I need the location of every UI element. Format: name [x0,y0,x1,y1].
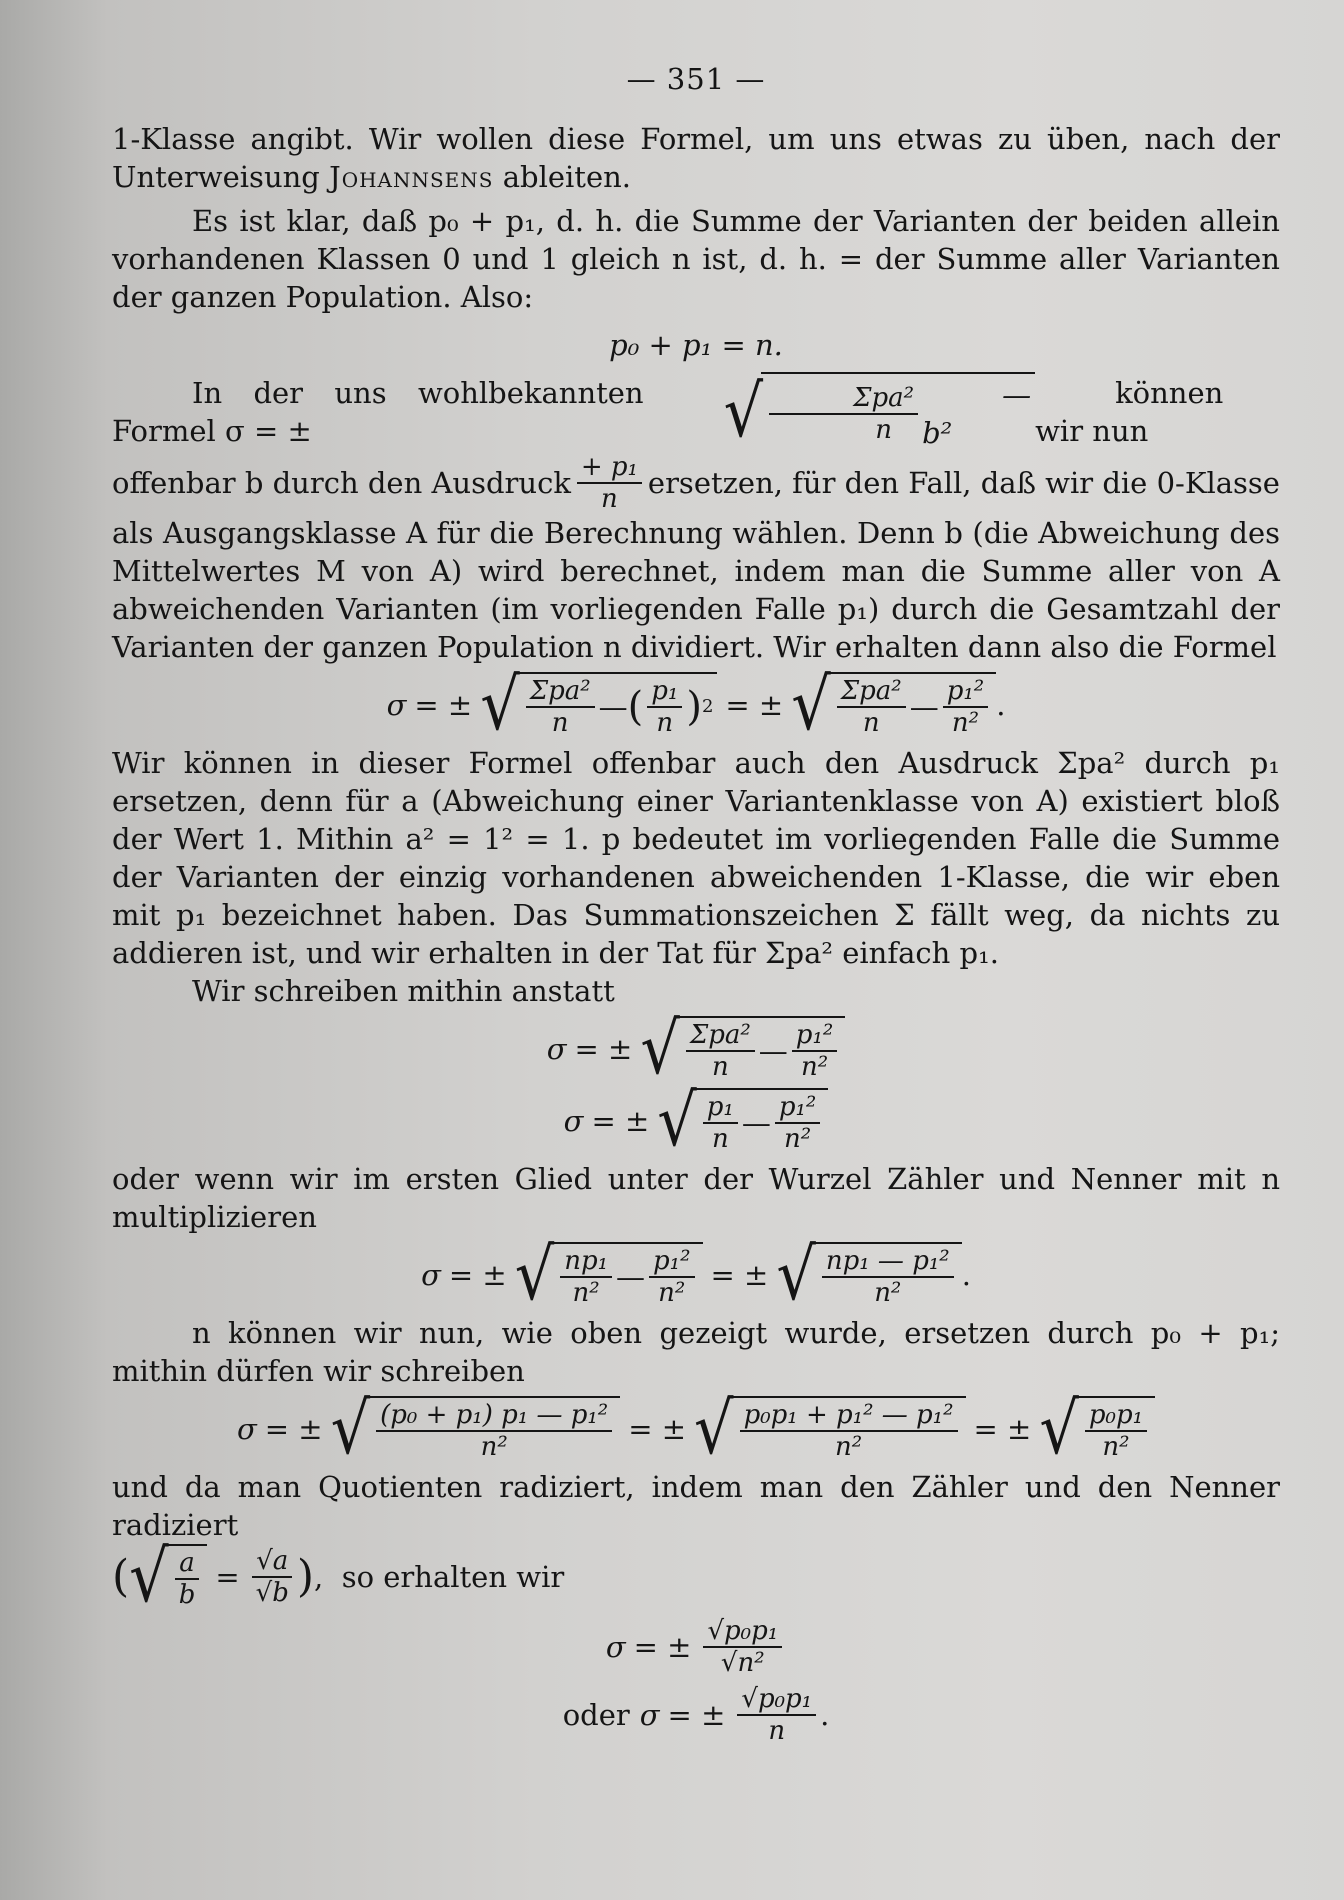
equation-8: oder σ = ± $\frac{\text{√p₀p₁}}{n}$ . [562,1684,830,1746]
paragraph-10: und da man Quotienten radiziert, indem man den Zähler und den Nenner radiziert [112,1470,1280,1542]
equation-7: σ = ± $\frac{\text{√p₀p₁}}{\text{√n²}}$ [112,1616,1280,1678]
paragraph-2: Es ist klar, daß p₀ + p₁, d. h. die Summe der Varianten der beiden allein vorhandenen Klassen 0 und 1 gleich n ist, d. h. = der Summe aller Varianten der ganzen Population. Also: [112,204,1280,314]
paragraph-6: Wir können in dieser Formel offenbar auch den Ausdruck Σpa² durch p₁ ersetzen, denn für a (Abweichung einer Variantenklasse von A) existiert bloß der Wert 1. Mithin a² = 1² = 1. p bedeutet im vorliegenden Falle die Summe der Varianten der einzig vorhandenen abweichenden 1-Klasse, die wir eben mit p₁ bezeichnet haben. Das Summationszeichen Σ fällt weg, da nichts zu addieren ist, und wir erhalten in der Tat für Σpa² einfach p₁. [112,746,1280,970]
paragraph-10b: ( √ $\frac{a}{b}$ = $\frac{√a}{√b}$ ) , so erhalten wir [112,1534,565,1619]
equation-5: σ = ± √ $\frac{\text{np₁}}{\text{n²}}$ — $\frac{\text{p₁²}}{\text{n²}}$ = ± √ $\frac{\text{np₁ — p₁²}}{\text{n²}}$ . [421,1232,971,1317]
paragraph-8: oder wenn wir im ersten Glied unter der Wurzel Zähler und Nenner mit n multiplizieren [112,1162,1280,1234]
paragraph-9: n können wir nun, wie oben gezeigt wurde, ersetzen durch p₀ + p₁; mithin dürfen wir schreiben [112,1316,1280,1388]
page-number: — 351 — [626,62,766,96]
equation-2: σ = ± √ $\frac{\text{Σpa²}}{n}$ — ( $\frac{\text{p₁}}{n}$ ) 2 = ± √ $\frac{\text{Σpa²}}{n}$ — $\frac{\text{p₁²}}{\text{n²}}$ . [386,662,1006,747]
page [112,60,1280,1752]
equation-6: σ = ± √ $\frac{\text{(p₀ + p₁) p₁ — p₁²}}{\text{n²}}$ = ± √ $\frac{\text{p₀p₁ + p₁² — p₁²}}{\text{n²}}$ = ± √ $\frac{\text{p₀p₁}}{\text{n²}}$ [112,1396,1280,1462]
paragraph-3: In der uns wohlbekannten Formel σ = ± √ $\frac{\text{Σpa²}}{n}$ — b² können wir nun [112,369,1224,454]
paragraph-1: 1-Klasse angibt. Wir wollen diese Formel, um uns etwas zu üben, nach der Unterweisung Johannsens ableiten. [112,122,1280,194]
paragraph-5: als Ausgangsklasse A für die Berechnung wählen. Denn b (die Abweichung des Mittelwertes M von A) wird berechnet, indem man die Summe aller von A abweichenden Varianten (im vorliegenden Falle p₁) durch die Gesamtzahl der Varianten der ganzen Population n dividiert. Wir erhalten dann also die Formel [112,516,1280,664]
radical-formula: √ $\frac{\text{Σpa²}}{n}$ — b² [644,372,1035,452]
equation-3: σ = ± √ $\frac{\text{Σpa²}}{n}$ — $\frac{\text{p₁²}}{\text{n²}}$ [112,1016,1280,1082]
paragraph-4: offenbar b durch den Ausdruck $\frac{\text{+ p₁}}{n}$ ersetzen, für den Fall, daß wir die 0-Klasse [112,452,1280,514]
equation-4: σ = ± √ $\frac{\text{p₁}}{n}$ — $\frac{\text{p₁²}}{\text{n²}}$ [112,1088,1280,1154]
paragraph-7: Wir schreiben mithin anstatt [192,974,615,1008]
equation-1: p₀ + p₁ = n. [609,328,783,362]
